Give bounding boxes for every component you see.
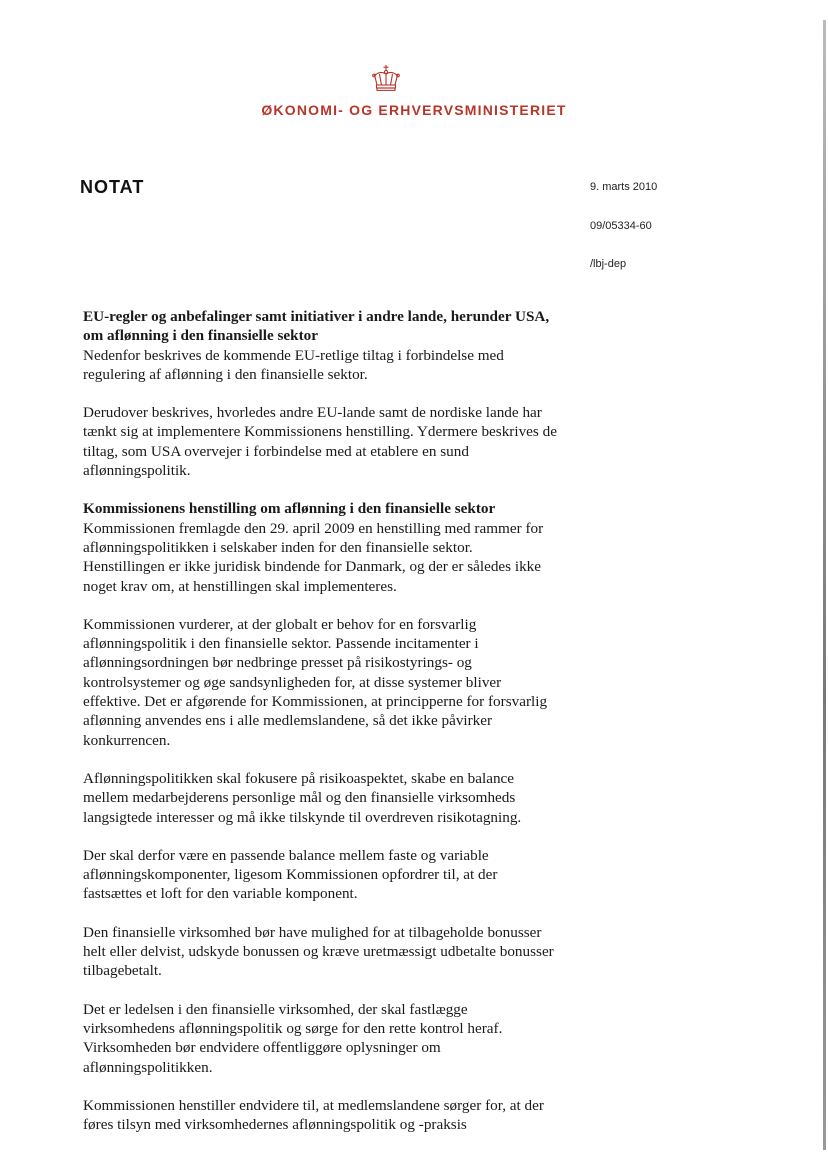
document-body — [83, 307, 558, 1153]
ministry-name: ØKONOMI- OG ERHVERVSMINISTERIET — [261, 102, 567, 118]
document-reference: 09/05334-60 — [590, 220, 652, 232]
crown-icon — [370, 64, 402, 92]
section-eu-rules — [83, 307, 558, 480]
paragraph: Den finansielle virksomhed bør have mulighed for at tilbageholde bonusser helt eller delvist, udskyde bonussen og kræve uretmæssigt udbetalte bonusser tilbagebetalt. — [83, 923, 554, 980]
document-date: 9. marts 2010 — [590, 181, 658, 193]
paragraph: Nedenfor beskrives de kommende EU-retlige tiltag i forbindelse med regulering af aflønning i den finansielle sektor. — [83, 346, 504, 383]
paragraph: Der skal derfor være en passende balance mellem faste og variable aflønningskomponenter, ligesom Kommissionen opfordrer til, at der fastsættes et loft for den variable komponent. — [83, 846, 498, 903]
author-initials: /lbj-dep — [590, 258, 627, 270]
section-heading: EU-regler og anbefalinger samt initiativer i andre lande, herunder USA, om aflønning i den finansielle sektor — [83, 308, 550, 345]
paragraph: Kommissionen vurderer, at der globalt er behov for en forsvarlig aflønningspolitik i den finansielle sektor. Passende incitamenter i aflønningsordningen bør nedbringe presset på risikostyrings- og kontrolsystemer og øge sandsynligheden for, at disse systemer bliver effektive. Det er afgørende for Kommissionen, at principperne for forsvarlig aflønning anvendes ens i alle medlemslandene, så det ikke påvirker konkurrencen. — [83, 615, 548, 749]
paragraph: Det er ledelsen i den finansielle virksomhed, der skal fastlægge virksomhedens aflønningspolitik og sørge for den rette kontrol heraf. Virksomheden bør endvidere offentliggøre oplysninger om aflønningspolitikken. — [83, 1000, 503, 1076]
document-type: NOTAT — [80, 177, 145, 197]
paragraph: Kommissionen henstiller endvidere til, at medlemslandene sørger for, at der føres tilsyn med virksomhedernes aflønningspolitik og -praksis — [83, 1096, 544, 1134]
section-commission-recommendation — [83, 499, 558, 1134]
paragraph: Aflønningspolitikken skal fokusere på risikoaspektet, skabe en balance mellem medarbejderens personlige mål og den finansielle virksomheds langsigtede interesser og må ikke tilskynde til overdreven risikotagning. — [83, 769, 522, 826]
paragraph: Derudover beskrives, hvorledes andre EU-lande samt de nordiske lande har tænkt sig at implementere Kommissionens henstilling. Ydermere beskrives de tiltag, som USA overvejer i forbindelse med at etablere en sund aflønningspolitik. — [83, 404, 557, 480]
paragraph: Kommissionen fremlagde den 29. april 2009 en henstilling med rammer for aflønningspolitikken i selskaber inden for den finansielle sektor. Henstillingen er ikke juridisk bindende for Danmark, og der er således ikke noget krav om, at henstillingen skal implementeres. — [83, 519, 544, 595]
scan-edge — [823, 20, 826, 1150]
section-heading: Kommissionens henstilling om aflønning i den finansielle sektor — [83, 500, 496, 518]
